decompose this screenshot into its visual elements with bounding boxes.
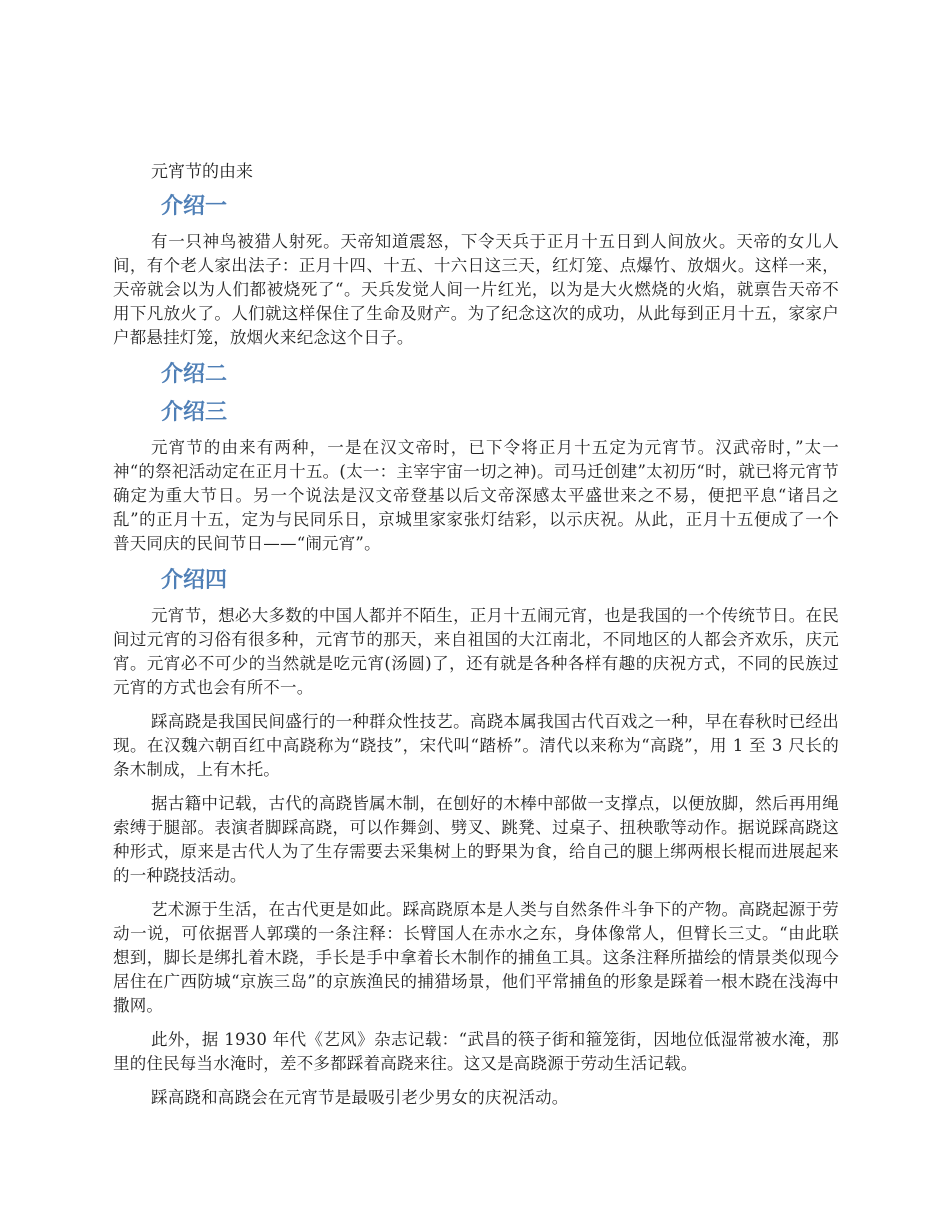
paragraph: 踩高跷是我国民间盛行的一种群众性技艺。高跷本属我国古代百戏之一种，早在春秋时已经出现。在汉魏六朝百红中高跷称为“跷技”，宋代叫“踏桥”。清代以来称为“高跷”，用 1 至 3 尺长的条木制成，上有木托。 (113, 712, 839, 779)
section-heading: 介绍一 (161, 194, 228, 219)
section-heading: 介绍三 (161, 400, 228, 425)
paragraph: 元宵节，想必大多数的中国人都并不陌生，正月十五闹元宵，也是我国的一个传统节日。在民间过元宵的习俗有很多种，元宵节的那天，来自祖国的大江南北，不同地区的人都会齐欢乐，庆元宵。元宵必不可少的当然就是吃元宵(汤圆)了，还有就是各种各样有趣的庆祝方式，不同的民族过元宵的方式也会有所不一。 (113, 606, 839, 697)
paragraph: 此外，据 1930 年代《艺风》杂志记载：“武昌的筷子街和箍笼街，因地位低湿常被水淹，那里的住民每当水淹时，差不多都踩着高跷来往。这又是高跷源于劳动生活记载。 (113, 1030, 839, 1073)
section-intro-4 (113, 566, 839, 1110)
paragraph: 据古籍中记载，古代的高跷皆属木制，在刨好的木棒中部做一支撑点，以便放脚，然后再用绳索缚于腿部。表演者脚踩高跷，可以作舞剑、劈叉、跳凳、过桌子、扭秧歌等动作。据说踩高跷这种形式，原来是古代人为了生存需要去采集树上的野果为食，给自己的腿上绑两根长棍而进展起来的一种跷技活动。 (113, 794, 839, 885)
section-intro-1 (113, 192, 839, 350)
paragraph: 踩高跷和高跷会在元宵节是最吸引老少男女的庆祝活动。 (151, 1088, 569, 1107)
section-intro-3 (113, 398, 839, 556)
section-heading: 介绍四 (161, 568, 228, 593)
document-page (113, 160, 839, 1120)
paragraph: 元宵节的由来有两种，一是在汉文帝时，已下令将正月十五定为元宵节。汉武帝时，”太一神“的祭祀活动定在正月十五。(太一：主宰宇宙一切之神)。司马迁创建”太初历“时，就已将元宵节确定为重大节日。另一个说法是汉文帝登基以后文帝深感太平盛世来之不易，便把平息“诸吕之乱”的正月十五，定为与民同乐日，京城里家家张灯结彩，以示庆祝。从此，正月十五便成了一个普天同庆的民间节日——“闹元宵”。 (113, 438, 839, 553)
paragraph: 艺术源于生活，在古代更是如此。踩高跷原本是人类与自然条件斗争下的产物。高跷起源于劳动一说，可依据晋人郭璞的一条注释：长臂国人在赤水之东，身体像常人，但臂长三丈。“由此联想到，脚长是绑扎着木跷，手长是手中拿着长木制作的捕鱼工具。这条注释所描绘的情景类似现今居住在广西防城“京族三岛”的京族渔民的捕猎场景，他们平常捕鱼的形象是踩着一根木跷在浅海中撒网。 (113, 900, 839, 1015)
paragraph: 有一只神鸟被猎人射死。天帝知道震怒，下令天兵于正月十五日到人间放火。天帝的女儿人间，有个老人家出法子：正月十四、十五、十六日这三天，红灯笼、点爆竹、放烟火。这样一来，天帝就会以为人们都被烧死了“。天兵发觉人间一片红光，以为是大火燃烧的火焰，就禀告天帝不用下凡放火了。人们就这样保住了生命及财产。为了纪念这次的成功，从此每到正月十五，家家户户都悬挂灯笼，放烟火来纪念这个日子。 (113, 232, 839, 347)
section-intro-2 (113, 360, 839, 390)
document-title: 元宵节的由来 (151, 162, 253, 182)
section-heading: 介绍二 (161, 362, 228, 387)
